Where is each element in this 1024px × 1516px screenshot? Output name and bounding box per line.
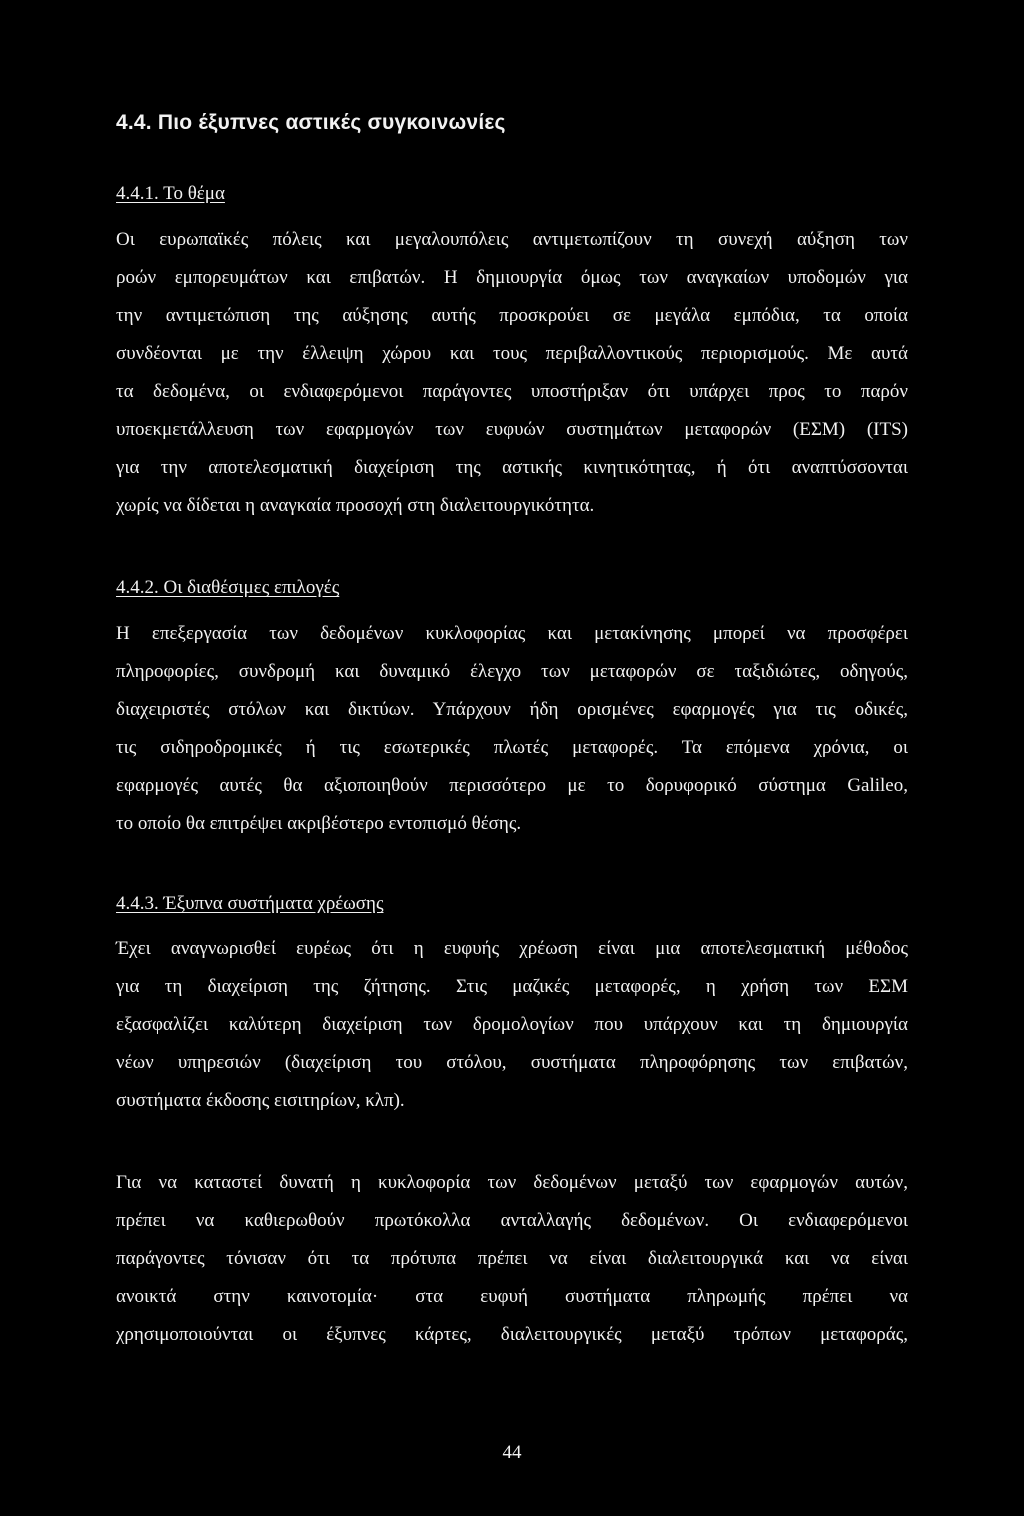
text-line: πρέπει να καθιερωθούν πρωτόκολλα ανταλλαγής δεδομένων. Οι ενδιαφερόμενοι — [116, 1210, 908, 1231]
text-line: τις σιδηροδρομικές ή τις εσωτερικές πλωτές μεταφορές. Τα επόμενα χρόνια, οι — [116, 737, 908, 758]
text-line: υποεκμετάλλευση των εφαρμογών των ευφυών συστημάτων μεταφορών (ΕΣΜ) (ITS) — [116, 419, 908, 440]
text-line: χωρίς να δίδεται η αναγκαία προσοχή στη διαλειτουργικότητα. — [116, 495, 595, 516]
text-line: εφαρμογές αυτές θα αξιοποιηθούν περισσότερο με το δορυφορικό σύστημα Galileo, — [116, 775, 908, 796]
text-line: πληροφορίες, συνδρομή και δυναμικό έλεγχο των μεταφορών σε ταξιδιώτες, οδηγούς, — [116, 661, 908, 682]
text-line: συνδέονται με την έλλειψη χώρου και τους περιβαλλοντικούς περιορισμούς. Με αυτά — [116, 343, 908, 364]
text-line: χρησιμοποιούνται οι έξυπνες κάρτες, διαλειτουργικές μεταξύ τρόπων μεταφοράς, — [116, 1324, 908, 1345]
text-line: Η επεξεργασία των δεδομένων κυκλοφορίας και μετακίνησης μπορεί να προσφέρει — [116, 623, 908, 644]
text-line: παράγοντες τόνισαν ότι τα πρότυπα πρέπει να είναι διαλειτουργικά και να είναι — [116, 1248, 908, 1269]
text-line: Έχει αναγνωρισθεί ευρέως ότι η ευφυής χρέωση είναι μια αποτελεσματική μέθοδος — [116, 938, 908, 959]
subsection-title-4-4-2: 4.4.2. Οι διαθέσιμες επιλογές — [116, 577, 340, 598]
text-line: διαχειριστές στόλων και δικτύων. Υπάρχουν ήδη ορισμένες εφαρμογές για τις οδικές, — [116, 699, 908, 720]
text-line: για την αποτελεσματική διαχείριση της αστικής κινητικότητας, ή ότι αναπτύσσονται — [116, 457, 908, 478]
page-number: 44 — [502, 1442, 522, 1463]
section-heading: 4.4. Πιο έξυπνες αστικές συγκοινωνίες — [116, 111, 506, 134]
text-line: συστήματα έκδοσης εισιτηρίων, κλπ). — [116, 1090, 405, 1111]
text-line: το οποίο θα επιτρέψει ακριβέστερο εντοπισμό θέσης. — [116, 813, 522, 834]
text-line: την αντιμετώπιση της αύξησης αυτής προσκρούει σε μεγάλα εμπόδια, τα οποία — [116, 305, 908, 326]
text-line: Οι ευρωπαϊκές πόλεις και μεγαλουπόλεις αντιμετωπίζουν τη συνεχή αύξηση των — [116, 229, 908, 250]
text-line: εξασφαλίζει καλύτερη διαχείριση των δρομολογίων που υπάρχουν και τη δημιουργία — [116, 1014, 908, 1035]
subsection-title-4-4-3: 4.4.3. Έξυπνα συστήματα χρέωσης — [116, 893, 384, 914]
text-line: Για να καταστεί δυνατή η κυκλοφορία των δεδομένων μεταξύ των εφαρμογών αυτών, — [116, 1172, 908, 1193]
text-line: για τη διαχείριση της ζήτησης. Στις μαζικές μεταφορές, η χρήση των ΕΣΜ — [116, 976, 908, 997]
text-line: νέων υπηρεσιών (διαχείριση του στόλου, συστήματα πληροφόρησης των επιβατών, — [116, 1052, 908, 1073]
text-line: ανοικτά στην καινοτομία· στα ευφυή συστήματα πληρωμής πρέπει να — [116, 1286, 908, 1307]
text-line: ροών εμπορευμάτων και επιβατών. Η δημιουργία όμως των αναγκαίων υποδομών για — [116, 267, 908, 288]
text-line: τα δεδομένα, οι ενδιαφερόμενοι παράγοντες υποστήριξαν ότι υπάρχει προς το παρόν — [116, 381, 908, 402]
subsection-title-4-4-1: 4.4.1. Το θέμα — [116, 183, 225, 204]
